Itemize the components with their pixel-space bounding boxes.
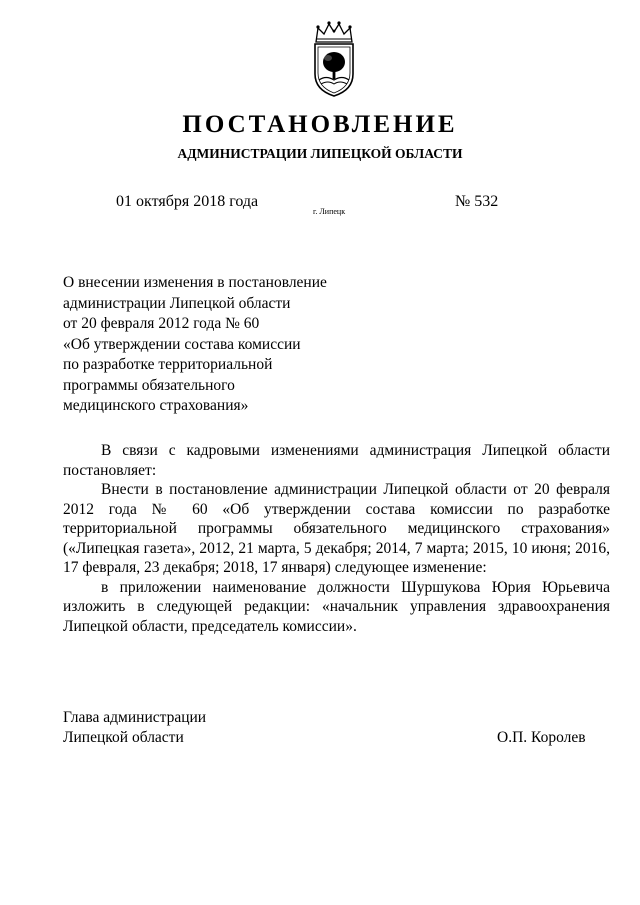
document-title: ПОСТАНОВЛЕНИЕ bbox=[182, 111, 458, 138]
signatory-title-line: Липецкой области bbox=[63, 729, 184, 746]
body-paragraph: В связи с кадровыми изменениями администрация Липецкой области постановляет: bbox=[63, 442, 610, 479]
subject-line: О внесении изменения в постановление bbox=[63, 274, 327, 291]
subject-line: медицинского страхования» bbox=[63, 397, 249, 414]
subject-line: по разработке территориальной bbox=[63, 356, 273, 373]
issuing-authority: АДМИНИСТРАЦИИ ЛИПЕЦКОЙ ОБЛАСТИ bbox=[177, 146, 463, 161]
document-body bbox=[63, 441, 610, 636]
document-date: 01 октября 2018 года bbox=[116, 193, 259, 210]
subject-line: от 20 февраля 2012 года № 60 bbox=[63, 315, 260, 332]
document-city: г. Липецк bbox=[313, 207, 346, 216]
document-number: № 532 bbox=[455, 193, 499, 210]
coat-of-arms-icon bbox=[306, 20, 362, 98]
subject-line: администрации Липецкой области bbox=[63, 294, 291, 312]
signatory-title-line: Глава администрации bbox=[63, 709, 207, 726]
body-paragraph: в приложении наименование должности Шуршукова Юрия Юрьевича изложить в следующей редакции: «начальник управления здравоохранения Липецкой области, председатель комиссии». bbox=[63, 578, 610, 635]
body-paragraph: Внести в постановление администрации Липецкой области от 20 февраля 2012 года № 60 «Об утверждении состава комиссии по разработке территориальной программы обязательного медицинского страхования» («Липецкая газета», 2012, 21 марта, 5 декабря; 2014, 7 марта; 2015, 10 июня; 2016, 17 февраля, 23 декабря; 2018, 17 января) следующее изменение: bbox=[63, 481, 610, 576]
document-subject bbox=[63, 273, 327, 417]
signatory-name: О.П. Королев bbox=[497, 729, 586, 746]
signatory-title bbox=[63, 708, 206, 748]
subject-line: «Об утверждении состава комиссии bbox=[63, 335, 301, 353]
subject-line: программы обязательного bbox=[63, 376, 235, 394]
